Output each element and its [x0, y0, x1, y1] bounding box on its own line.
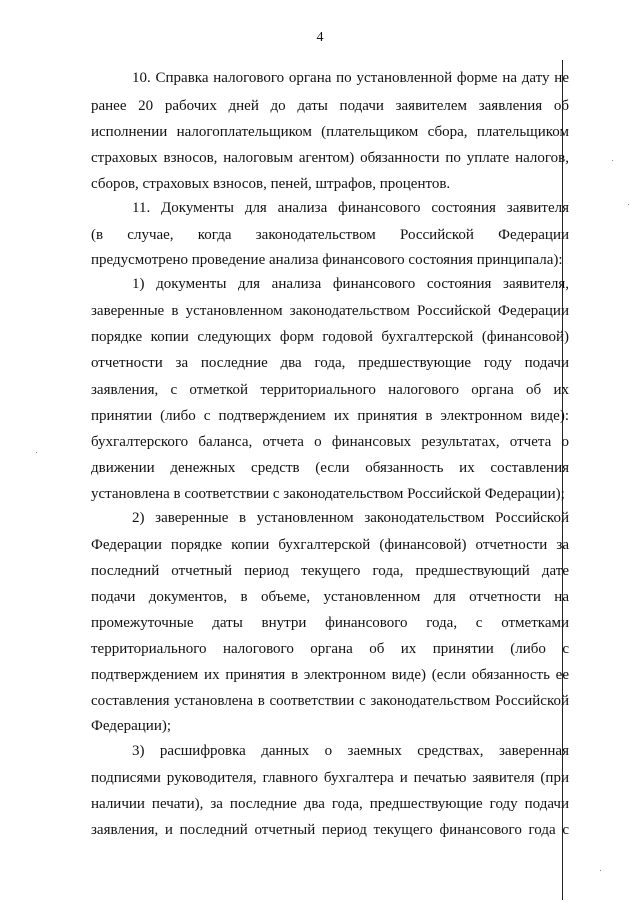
text-line: исполнении налогоплательщиком (плательщиком сбора, плательщиком — [91, 124, 569, 140]
text-line: подачи документов, в объеме, установленном для отчетности на — [91, 589, 569, 605]
text-line: последний отчетный период текущего года, предшествующий дате — [91, 563, 569, 579]
page-number: 4 — [316, 30, 324, 45]
text-line: сборов, страховых взносов, пеней, штрафов, процентов. — [91, 176, 451, 192]
text-line: промежуточные даты внутри финансового года, с отметками — [91, 615, 569, 631]
text-line: заверенные в установленном законодательством Российской Федерации — [91, 303, 569, 319]
text-line: Федерации); — [91, 718, 172, 734]
text-line: заявления, с отметкой территориального налогового органа об их — [91, 382, 569, 398]
text-line: движении денежных средств (если обязанность их составления — [91, 460, 569, 476]
text-line: составления установлена в соответствии с законодательством Российской — [91, 693, 569, 709]
text-line: заявления, и последний отчетный период текущего финансового года с — [91, 822, 569, 838]
text-line: бухгалтерского баланса, отчета о финансовых результатах, отчета о — [91, 434, 569, 450]
text-line: 3) расшифровка данных о заемных средствах, заверенная — [132, 743, 569, 759]
text-line: отчетности за последние два года, предшествующие году подачи — [91, 355, 569, 371]
scan-speck — [36, 452, 37, 453]
text-line: ранее 20 рабочих дней до даты подачи заявителем заявления об — [91, 98, 569, 114]
text-line: подтверждением их принятия в электронном виде) (если обязанность ее — [91, 667, 569, 683]
text-line: 11. Документы для анализа финансового состояния заявителя — [132, 200, 569, 216]
scan-speck — [600, 870, 601, 871]
scan-speck — [612, 160, 613, 161]
text-line: территориального налогового органа об их принятии (либо с — [91, 641, 569, 657]
text-line: установлена в соответствии с законодательством Российской Федерации); — [91, 486, 565, 502]
text-line: наличии печати), за последние два года, предшествующие году подачи — [91, 796, 569, 812]
text-line: подписями руководителя, главного бухгалтера и печатью заявителя (при — [91, 770, 569, 786]
text-line: (в случае, когда законодательством Российской Федерации — [91, 227, 569, 243]
text-line: предусмотрено проведение анализа финансового состояния принципала): — [91, 252, 563, 268]
scan-speck — [628, 204, 629, 205]
text-line: Федерации порядке копии бухгалтерской (финансовой) отчетности за — [91, 537, 569, 553]
text-line: 10. Справка налогового органа по установленной форме на дату не — [132, 70, 569, 86]
text-line: страховых взносов, налоговым агентом) обязанности по уплате налогов, — [91, 150, 569, 166]
text-line: принятии (либо с подтверждением их принятия в электронном виде): — [91, 408, 569, 424]
text-line: 2) заверенные в установленном законодательством Российской — [132, 510, 569, 526]
text-line: порядке копии следующих форм годовой бухгалтерской (финансовой) — [91, 329, 569, 345]
text-line: 1) документы для анализа финансового состояния заявителя, — [132, 276, 569, 292]
